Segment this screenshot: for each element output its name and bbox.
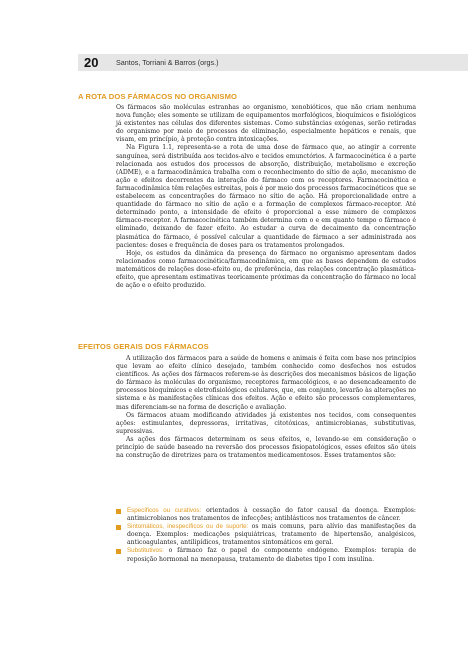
treatment-term: Específicos ou curativos: [127,507,202,514]
treatment-description: o fármaco faz o papel do componente endógeno. Exemplos: terapia de reposição hormonal na menopausa, tratamento de diabetes tipo I com insulina. [127,547,416,563]
paragraph: Os fármacos são moléculas estranhas ao organismo, xenobióticos, que não criam nenhuma nova função; eles somente se utilizam de equipamentos morfológicos, bioquímicos e fisiológicos já existentes nas células dos diferentes sistemas. Como substâncias exógenas, serão retiradas do organismo por meio de processos de eliminação, especialmente hepáticos e renais, que visam, em princípio, à proteção contra intoxicações. [116,104,416,144]
treatment-description: orientados à cessação do fator causal da doença. Exemplos: antimicrobianos nos tratamentos de infecções; antiblásticos nos tratamentos de câncer. [127,507,416,523]
paragraph: As ações dos fármacos determinam os seus efeitos, e, levando-se em consideração o princípio de saúde baseado na reversão dos processos fisiopatológicos, esses efeitos são úteis na construção de diretrizes para os tratamentos medicamentosos. Esses tratamentos são: [116,435,416,460]
paragraph: Os fármacos atuam modificando atividades já existentes nos tecidos, com consequentes ações: estimulantes, depressoras, irritativas, citotóxicas, antimicrobianas, substitutivas, supressivas. [116,411,416,435]
list-item [116,523,416,547]
treatment-description: os mais comuns, para alívio das manifestações da doença. Exemplos: medicações psiquiátricas, tratamento de hipertensão, analgésicos, anticoagulantes, antilipídicos, tratamentos sintomáticos em geral. [127,523,416,547]
paragraph: Hoje, os estudos da dinâmica da presença do fármaco no organismo apresentam dados relacionados como farmacocinética/farmacodinâmica, em que as bases dependem de estudos matemáticos de relações dose-efeito ou, de preferência, das relações concentração plasmática-efeito, que apresentam estimativas teoricamente próximas da concentração do fármaco no local de ação e o efeito produzido. [116,249,416,290]
section-heading-drug-route: A ROTA DOS FÁRMACOS NO ORGANISMO [78,92,238,101]
square-bullet-icon [116,549,121,554]
list-item [116,507,416,523]
running-head: Santos, Torriani & Barros (orgs.) [116,58,219,67]
section-body-drug-route [116,104,416,290]
square-bullet-icon [116,525,121,530]
section-heading-general-effects: EFEITOS GERAIS DOS FÁRMACOS [78,342,209,351]
section-body-general-effects [116,355,416,460]
paragraph: A utilização dos fármacos para a saúde de homens e animais é feita com base nos princípios que levam ao efeito clínico desejado, também conhecido como desfechos nos estudos científicos. As ações dos fármacos referem-se às descrições dos mecanismos básicos de ligação do fármaco às moléculas do organismo, receptores farmacológicos, e ao desencadeamento de processos bioquímicos e eletrofisiológicos celulares, que, em conjunto, levarão às alterações no sistema e às manifestações clínicas dos efeitos. Ação e efeito são processos complementares, mas diferenciam-se na forma de descrição e avaliação. [116,355,416,411]
treatment-term: Sintomáticos, inespecíficos ou de suporte: [127,523,249,531]
page-number: 20 [84,55,99,70]
paragraph: Na Figura 1.1, representa-se a rota de uma dose de fármaco que, ao atingir a corrente sanguínea, será distribuída aos tecidos-alvo e tecidos emunctórios. A farmacocinética é a parte relacionada aos estudos dos processos de absorção, distribuição, metabolismo e excreção (ADME), e a farmacodinâmica trabalha com o reconhecimento do sítio de ação, mecanismo de ação e efeitos decorrentes da interação do fármaco com os receptores. Farmacocinética e farmacodinâmica têm relações estreitas, pois é por meio dos processos farmacocinéticos que se estabelecem as concentrações do fármaco no sítio de ação. Há proporcionalidade entre a quantidade do fármaco no sítio de ação e a formação de complexos fármaco-receptor. Até determinado ponto, a intensidade de efeito é proporcional a esse número de complexos fármaco-receptor. A farmacocinética também determina com o e em quanto tempo o fármaco é eliminado, deixando de fazer efeito. Ao estudar a curva de decaimento da concentração plasmática do fármaco, é possível calcular a quantidade de fármaco a ser administrada aos pacientes: doses e frequência de doses para os tratamentos prolongados. [116,144,416,249]
treatment-term: Substitutivos: [127,547,164,555]
treatments-list [116,507,416,564]
square-bullet-icon [116,509,121,514]
list-item [116,547,416,563]
